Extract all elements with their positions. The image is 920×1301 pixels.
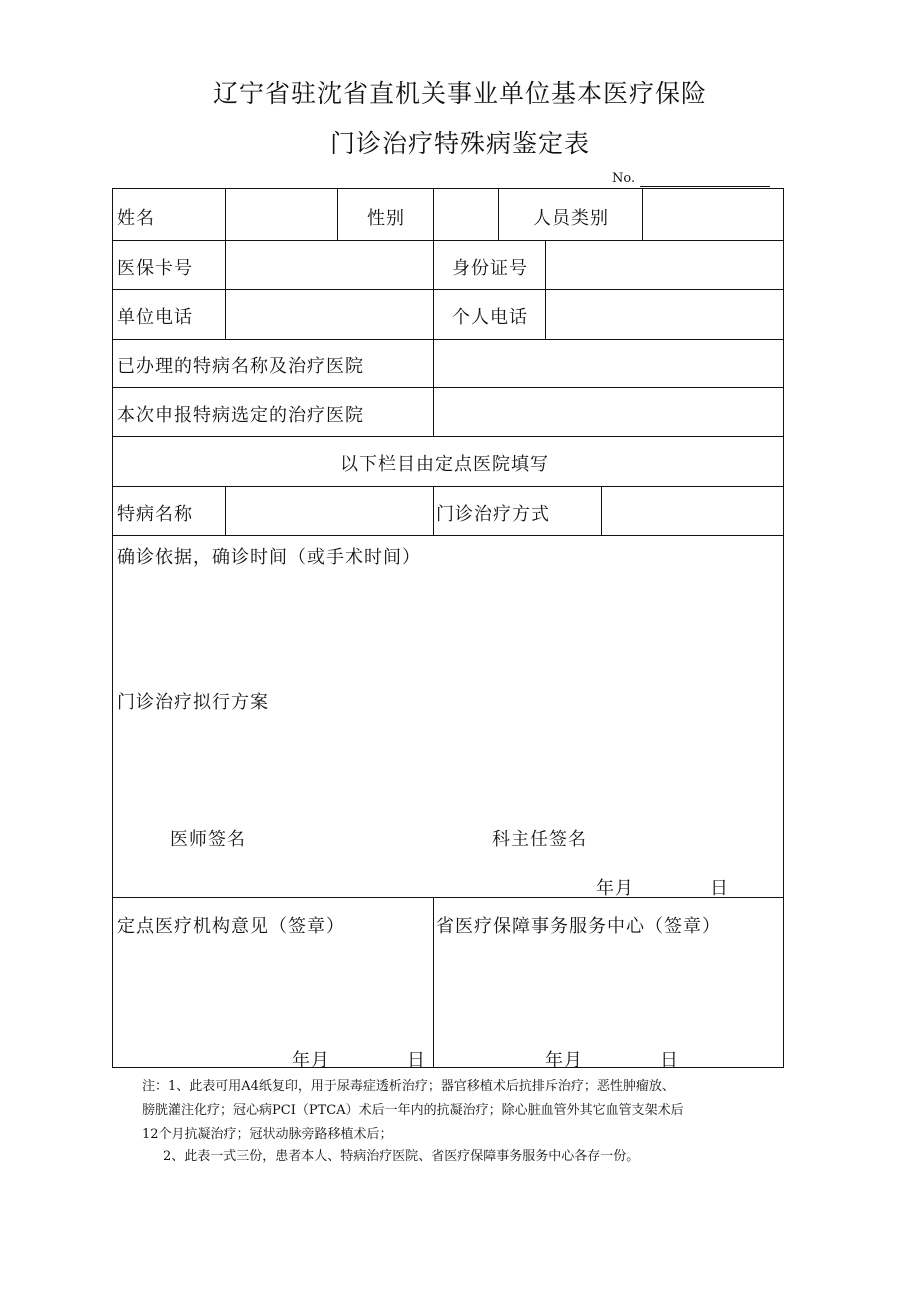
director-sign-label: 科主任签名 [492,829,587,850]
col-divider [642,188,643,240]
col-divider [225,486,226,535]
row-divider [112,486,784,487]
date-day: 日 [407,1050,426,1071]
col-divider [337,188,338,240]
personal-phone-label: 个人电话 [452,307,528,328]
existing-disease-label: 已办理的特病名称及治疗医院 [117,356,364,377]
doctor-sign-label: 医师签名 [170,829,246,850]
note-line: 注：1、此表可用A4纸复印，用于尿毒症透析治疗；器官移植术后抗排斥治疗；恶性肿瘤放、 [142,1079,675,1094]
col-divider [225,188,226,289]
col-divider [433,486,434,535]
row-divider [112,436,784,437]
institution-opinion-label: 定点医疗机构意见（签章） [117,916,345,937]
selected-hospital-label: 本次申报特病选定的治疗医院 [117,405,364,426]
note-line: 12个月抗凝治疗；冠状动脉旁路移植术后； [142,1127,393,1142]
treatment-plan-label: 门诊治疗拟行方案 [117,692,269,713]
row-divider [112,339,784,340]
date-year-month: 年月 [292,1050,330,1071]
treatment-method-label: 门诊治疗方式 [436,504,550,525]
col-divider [433,897,434,1068]
insurance-card-label: 医保卡号 [117,258,193,279]
date-year-month: 年月 [596,878,634,899]
col-divider [433,240,434,436]
row-divider [112,387,784,388]
row-divider [112,289,784,290]
col-divider [601,486,602,535]
form-number-label: No. [612,171,636,186]
row-divider [112,897,784,898]
row-divider [112,240,784,241]
disease-name-label: 特病名称 [117,504,193,525]
id-number-label: 身份证号 [452,258,528,279]
note-line: 膀胱灌注化疗；冠心病PCI（PTCA）术后一年内的抗凝治疗；除心脏血管外其它血管支架术后 [142,1103,684,1118]
note-line: 2、此表一式三份，患者本人、特病治疗医院、省医疗保障事务服务中心各存一份。 [163,1149,640,1164]
name-label: 姓名 [117,208,155,229]
col-divider [498,188,499,240]
diagnosis-basis-label: 确诊依据，确诊时间（或手术时间） [117,547,421,568]
section-header: 以下栏目由定点医院填写 [340,454,549,475]
work-phone-label: 单位电话 [117,307,193,328]
date-day: 日 [710,878,729,899]
date-year-month: 年月 [545,1050,583,1071]
col-divider [545,240,546,339]
form-title-line1: 辽宁省驻沈省直机关事业单位基本医疗保险 [212,79,707,108]
date-day: 日 [660,1050,679,1071]
person-type-label: 人员类别 [533,208,609,229]
center-opinion-label: 省医疗保障事务服务中心（签章） [436,916,721,937]
col-divider [433,188,434,240]
col-divider [225,289,226,339]
form-number-field[interactable] [640,186,770,187]
form-title-line2: 门诊治疗特殊病鉴定表 [329,129,590,158]
row-divider [112,535,784,536]
gender-label: 性别 [367,208,405,229]
